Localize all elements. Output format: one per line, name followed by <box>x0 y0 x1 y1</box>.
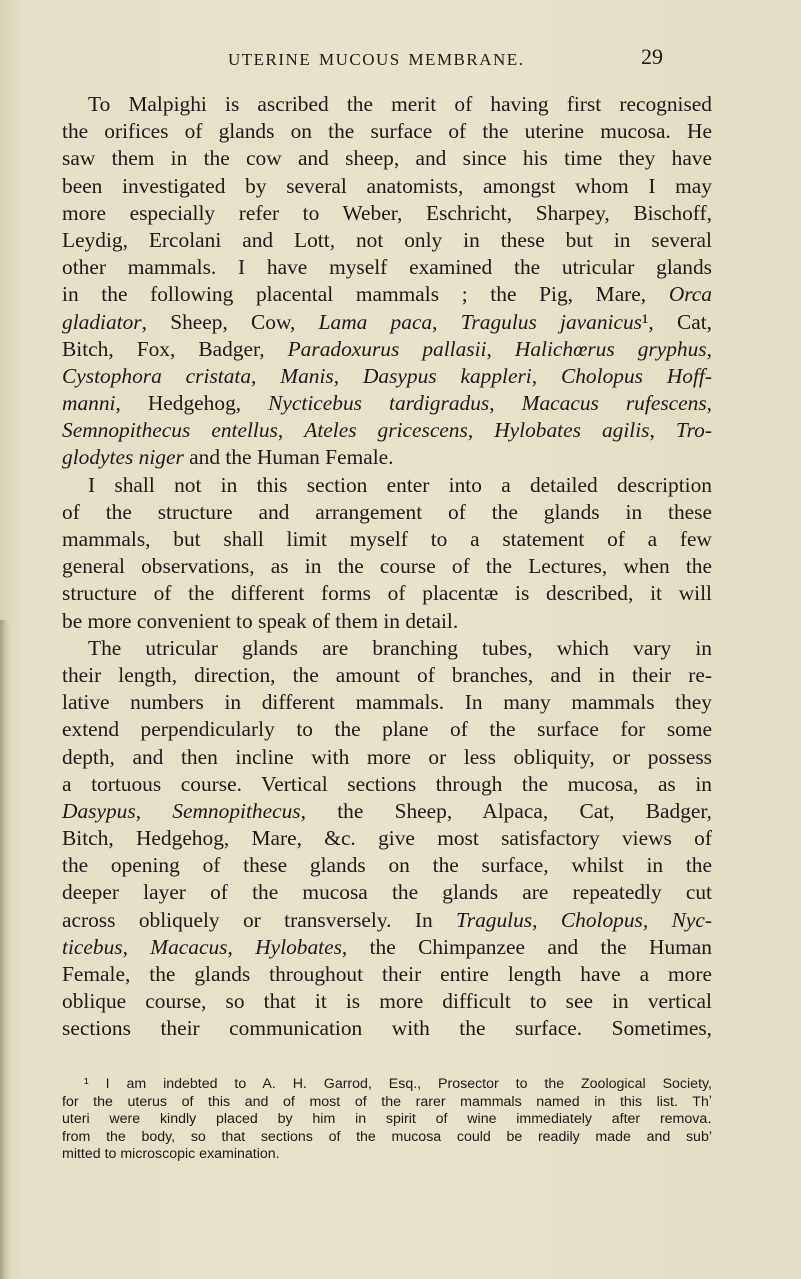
body-line: lative numbers in different mammals. In many mammals they <box>62 690 712 715</box>
body-line: manni, Hedgehog, Nycticebus tardigradus, Macacus rufescens, <box>62 391 713 416</box>
body-line: extend perpendicularly to the plane of the surface for some <box>62 717 712 742</box>
body-line: mammals, but shall limit myself to a statement of a few <box>62 527 712 551</box>
body-line: been investigated by several anatomists, amongst whom I may <box>62 173 712 198</box>
footnote-line: from the body, so that sections of the mucosa could be readily made and sub’ <box>62 1128 712 1145</box>
body-line: The utricular glands are branching tubes, which vary in <box>88 635 712 660</box>
body-line: other mammals. I have myself examined the utricular glands <box>62 255 712 280</box>
footnote-line: uteri were kindly placed by him in spirit of wine immediately after remova․ <box>62 1111 712 1128</box>
body-line: To Malpighi is ascribed the merit of having first recognised <box>88 92 712 116</box>
body-line: across obliquely or transversely. In Tragulus, Cholopus, Nyc- <box>62 907 712 932</box>
body-line: structure of the different forms of placentæ is described, it will <box>62 581 712 606</box>
body-line: Bitch, Hedgehog, Mare, &c. give most satisfactory views of <box>62 826 712 851</box>
body-line: I shall not in this section enter into a detailed description <box>88 472 712 497</box>
running-title: UTERINE MUCOUS MEMBRANE. <box>228 50 525 69</box>
body-line: deeper layer of the mucosa the glands are repeatedly cut <box>62 880 712 905</box>
body-line: a tortuous course. Vertical sections through the mucosa, as in <box>62 771 712 796</box>
body-line: their length, direction, the amount of branches, and in their re- <box>62 662 712 687</box>
footnote-line: ¹ I am indebted to A. H. Garrod, Esq., Prosector to the Zoological Society, <box>84 1076 712 1092</box>
page-number: 29 <box>641 44 663 69</box>
body-line: Bitch, Fox, Badger, Paradoxurus pallasii, Halichœrus gryphus, <box>62 336 712 361</box>
footnote-line: mitted to microscopic examination. <box>62 1146 280 1163</box>
body-text <box>62 91 712 1043</box>
binding-shadow <box>0 620 10 1279</box>
body-line: Leydig, Ercolani and Lott, not only in these but in several <box>62 227 712 252</box>
footnote-line: for the uterus of this and of most of the rarer mammals named in this list. Thʼ <box>62 1093 712 1110</box>
body-line: in the following placental mammals ; the Pig, Mare, Orca <box>62 282 712 307</box>
body-line: oblique course, so that it is more difficult to see in vertical <box>62 989 712 1014</box>
page-header <box>0 44 801 74</box>
body-line: more especially refer to Weber, Eschricht, Sharpey, Bischoff, <box>62 200 712 225</box>
footnote <box>62 1076 712 1164</box>
body-line: glodytes niger and the Human Female. <box>62 445 394 470</box>
body-line: the orifices of glands on the surface of the uterine mucosa. He <box>62 119 712 144</box>
body-line: gladiator, Sheep, Cow, Lama paca, Tragulus javanicus¹, Cat, <box>62 309 713 334</box>
body-line: sections their communication with the surface. Sometimes, <box>62 1016 712 1041</box>
body-line: be more convenient to speak of them in detail. <box>62 608 459 633</box>
body-line: depth, and then incline with more or less obliquity, or possess <box>62 744 712 769</box>
body-line: Cystophora cristata, Manis, Dasypus kappleri, Cholopus Hoff- <box>62 363 712 388</box>
body-line: of the structure and arrangement of the glands in these <box>62 499 712 524</box>
body-line: general observations, as in the course of the Lectures, when the <box>62 554 712 579</box>
body-line: saw them in the cow and sheep, and since his time they have <box>62 146 712 171</box>
body-line: Dasypus, Semnopithecus, the Sheep, Alpaca, Cat, Badger, <box>62 798 713 823</box>
body-line: the opening of these glands on the surface, whilst in the <box>62 853 712 878</box>
body-line: ticebus, Macacus, Hylobates, the Chimpanzee and the Human <box>62 934 712 959</box>
body-line: Female, the glands throughout their entire length have a more <box>62 962 712 986</box>
body-line: Semnopithecus entellus, Ateles gricescens, Hylobates agilis, Tro- <box>62 418 712 443</box>
